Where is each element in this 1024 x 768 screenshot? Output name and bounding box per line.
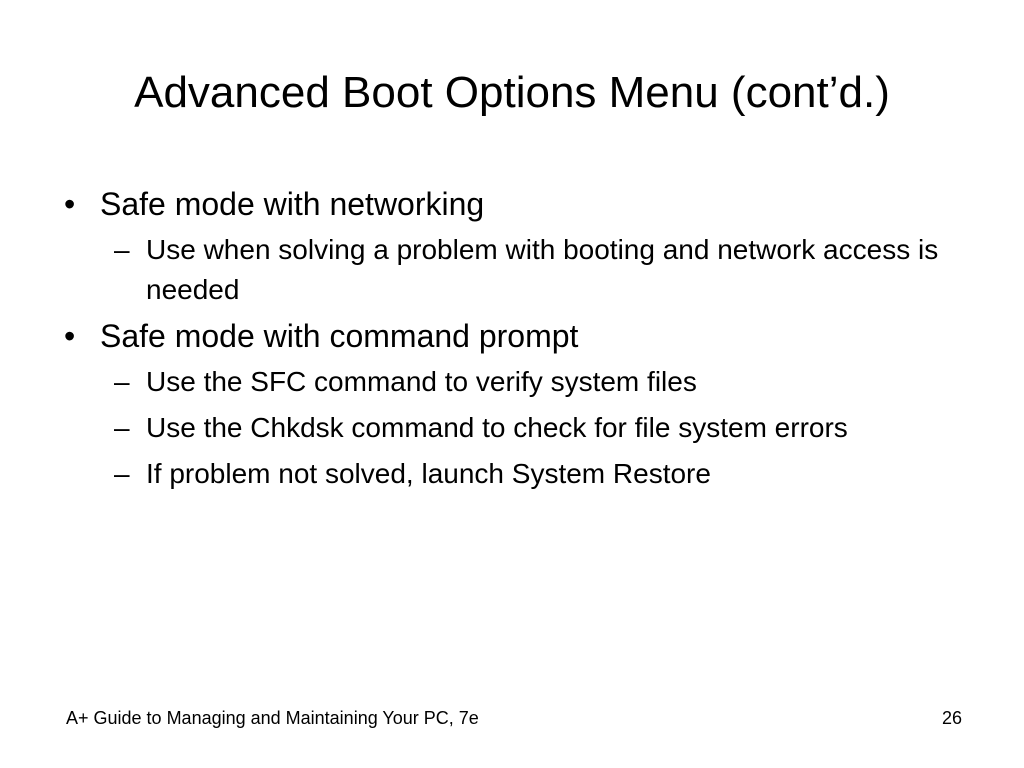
sub-bullet-text: If problem not solved, launch System Restore — [146, 458, 711, 489]
sub-bullet-item — [114, 408, 974, 448]
bullet-list — [64, 184, 974, 500]
dash-marker: – — [114, 412, 130, 443]
sub-bullet-list — [64, 362, 974, 494]
bullet-marker: • — [64, 318, 76, 354]
sub-bullet-list — [64, 230, 974, 310]
dash-marker: – — [114, 458, 130, 489]
dash-marker: – — [114, 366, 130, 397]
bullet-marker: • — [64, 186, 76, 222]
bullet-item — [64, 316, 974, 356]
page-number: 26 — [941, 708, 962, 728]
sub-bullet-text: Use the Chkdsk command to check for file system errors — [146, 412, 848, 443]
bullet-item — [64, 184, 974, 224]
sub-bullet-item — [114, 362, 974, 402]
sub-bullet-item — [114, 230, 974, 310]
dash-marker: – — [114, 234, 130, 265]
bullet-text: Safe mode with networking — [100, 186, 485, 222]
sub-bullet-text: Use the SFC command to verify system files — [146, 366, 697, 397]
sub-bullet-text: Use when solving a problem with booting and network access is needed — [146, 234, 939, 305]
footer-book-title: A+ Guide to Managing and Maintaining Your PC, 7e — [66, 708, 479, 728]
slide-title: Advanced Boot Options Menu (cont’d.) — [134, 68, 890, 117]
sub-bullet-item — [114, 454, 974, 494]
bullet-text: Safe mode with command prompt — [100, 318, 579, 354]
